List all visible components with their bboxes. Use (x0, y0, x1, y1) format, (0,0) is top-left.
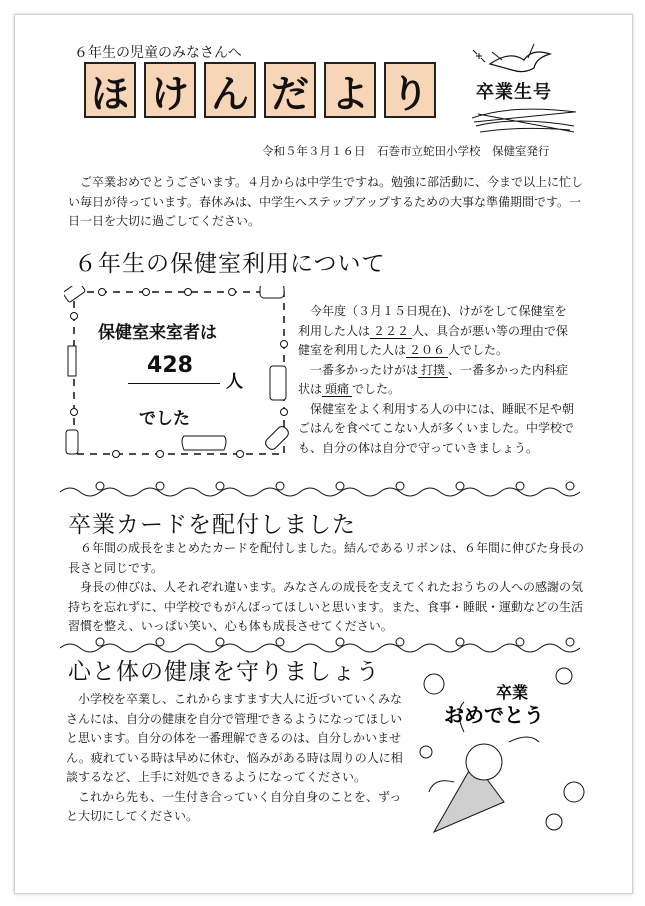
health-text (66, 690, 412, 827)
section-heading-health: 心と体の健康を守りましょう (68, 659, 380, 685)
stats-text-part: 保健室をよく利用する人の中には、睡眠不足や朝ごはんを食べてこない人が多くいました。中学校でも、自分の体は自分で守っていきましょう。 (298, 401, 575, 455)
injured-count: ２２２ (370, 324, 412, 339)
title-char: け (144, 62, 196, 118)
stats-text-part: 一番多かったけがは (298, 362, 419, 377)
stats-text-part: 人でした。 (448, 343, 509, 357)
stats-text-part: 、一番多かった内科症状は (298, 362, 569, 396)
visit-count-underline (128, 383, 220, 384)
title-char: ほ (84, 62, 136, 118)
title-char: だ (264, 62, 316, 118)
intro-paragraph: ご卒業おめでとうございます。４月からは中学生ですね。勉強に部活動に、今まで以上に忙しい毎日が待っています。春休みは、中学生へステップアップするための大事な準備期間です。一日一日を大切に過ごしてください。 (68, 175, 584, 228)
graduation-card-text (68, 539, 588, 637)
top-symptom: 頭痛 (322, 382, 352, 397)
visit-count-unit: 人 (226, 372, 243, 392)
newsletter-title (84, 62, 436, 118)
visit-count: 428 (147, 353, 193, 378)
title-char: り (384, 62, 436, 118)
visit-box-suffix: でした (139, 409, 190, 429)
sick-count: ２０６ (406, 343, 448, 358)
issue-date-line: 令和５年３月１６日 石巻市立蛇田小学校 保健室発行 (262, 144, 550, 158)
stats-text-part: 今年度（３月１５日現在)、けがをして保健室を利用した人は (298, 304, 567, 338)
graduation-illustration (414, 662, 586, 840)
stats-text-part: でした。 (352, 382, 401, 396)
health-paragraph: これから先も、一生付き合っていく自分自身のことを、ずっと大切にしてください。 (66, 789, 402, 823)
section-heading-graduation-card: 卒業カードを配付しました (68, 512, 356, 538)
card-paragraph: 身長の伸びは、人それぞれ違います。みなさんの成長を支えてくれたおうちの人への感謝の気持ちを忘れずに、中学校でもがんばってほしいと思います。また、食事・睡眠・運動などの生活習慣を整え、いっぱい笑い、心も体も成長させてください。 (68, 580, 584, 633)
illustration-text: 卒業 (496, 683, 529, 702)
illustration-text: おめでとう (444, 703, 544, 727)
title-char: よ (324, 62, 376, 118)
health-paragraph: 小学校を卒業し、これからますます大人に近づいていくみなさんには、自分の健康を自分で管理できるようになってほしいと思います。自分の体を一番理解できるのは、自分しかいません。疲れている時は早めに休む、悩みがある時は周りの人に相談するなど、上手に対処できるようになってください。 (66, 692, 403, 784)
section-heading-nurse-room: ６年生の保健室利用について (74, 251, 386, 277)
usage-stats-text (298, 302, 578, 458)
card-paragraph: ６年間の成長をまとめたカードを配付しました。結んであるリボンは、６年間に伸びた身長の長さと同じです。 (68, 541, 585, 575)
title-char: ん (204, 62, 256, 118)
top-injury: 打撲 (418, 363, 448, 378)
recipient-line: ６年生の児童のみなさんへ (74, 45, 242, 61)
edition-label: 卒業生号 (476, 82, 552, 103)
visit-box-label: 保健室来室者は (98, 323, 217, 343)
stats-text-part: 人、具合が悪い等の理由で保健室を利用した人は (298, 323, 569, 357)
flower-divider (60, 478, 580, 500)
